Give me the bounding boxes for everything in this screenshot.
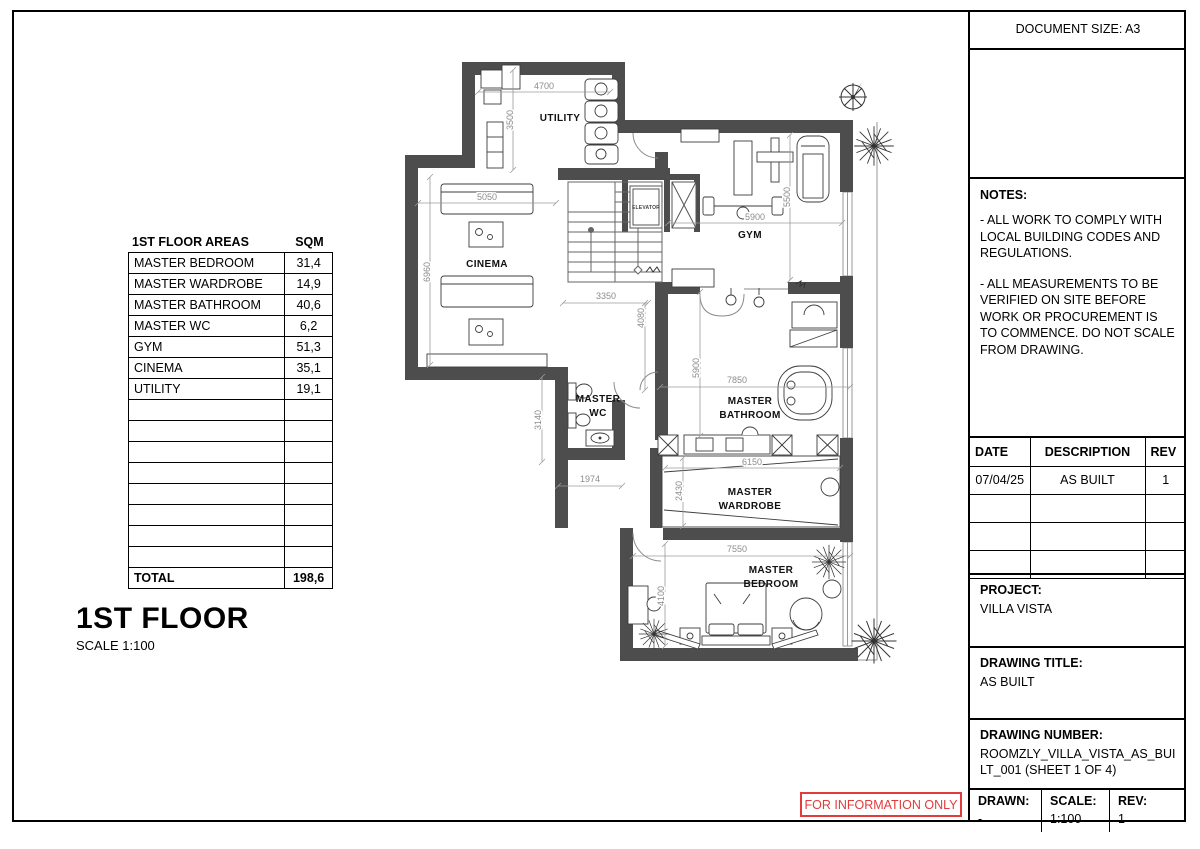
revision-header-rev: REV	[1145, 438, 1186, 466]
footer-row	[970, 790, 1186, 832]
floor-plan	[390, 50, 905, 675]
project-label: PROJECT:	[980, 583, 1042, 597]
table-row: MASTER WARDROBE 14,9	[129, 274, 332, 295]
revision-row-empty	[970, 550, 1186, 578]
svg-text:BATHROOM: BATHROOM	[719, 410, 781, 421]
table-row: GYM 51,3	[129, 337, 332, 358]
for-information-only-stamp: FOR INFORMATION ONLY	[800, 792, 962, 817]
table-row-total: TOTAL 198,6	[129, 568, 332, 588]
revision-row: 07/04/25 AS BUILT 1	[970, 466, 1186, 494]
table-row-empty	[129, 505, 332, 526]
document-size-text: DOCUMENT SIZE: A3	[1015, 22, 1141, 36]
room-label-cinema: CINEMA	[466, 259, 508, 270]
areas-table-header	[128, 231, 333, 252]
drawn-cell	[970, 790, 1042, 832]
empty-cell	[970, 50, 1186, 179]
revision-table-cell	[970, 438, 1186, 575]
svg-text:WC: WC	[589, 408, 607, 419]
svg-text:6150: 6150	[741, 457, 763, 467]
table-row-empty	[129, 526, 332, 547]
room-label-master-bedroom: MASTER	[748, 565, 794, 576]
room-label-utility: UTILITY	[539, 113, 581, 124]
svg-text:5900: 5900	[744, 212, 766, 222]
drawing-title-label: DRAWING TITLE:	[980, 656, 1083, 670]
cinema-furniture	[427, 184, 547, 367]
windows	[843, 192, 852, 646]
notes-heading: NOTES:	[980, 188, 1028, 202]
revision-row-empty	[970, 494, 1186, 522]
scale-cell	[1042, 790, 1110, 832]
svg-text:3350: 3350	[595, 291, 617, 301]
table-row-empty	[129, 421, 332, 442]
table-row: MASTER BATHROOM 40,6	[129, 295, 332, 316]
drawn-value: -	[978, 812, 983, 826]
svg-text:4080: 4080	[636, 307, 646, 329]
title-block	[968, 10, 1186, 826]
areas-title: 1ST FLOOR AREAS	[132, 234, 249, 249]
project-value: VILLA VISTA	[980, 602, 1053, 616]
revision-header-row	[970, 438, 1186, 466]
revision-row-empty	[970, 522, 1186, 550]
svg-text:2430: 2430	[674, 480, 684, 502]
elevator-label: ELEVATOR	[632, 205, 660, 211]
table-row-empty	[129, 400, 332, 421]
svg-text:6960: 6960	[422, 261, 432, 283]
svg-text:1974: 1974	[579, 474, 601, 484]
floor-title-block	[76, 602, 249, 653]
revision-header-description: DESCRIPTION	[1030, 438, 1145, 466]
project-cell	[970, 575, 1186, 648]
svg-text:3500: 3500	[505, 109, 515, 131]
rev-cell	[1110, 790, 1186, 832]
note-item: - ALL MEASUREMENTS TO BE VERIFIED ON SITE BEFORE WORK OR PROCUREMENT IS TO COMMENCE. DO NOT SCALE FROM DRAWING.	[980, 276, 1175, 357]
compass-icon	[839, 82, 867, 111]
table-row: UTILITY 19,1	[129, 379, 332, 400]
revision-table	[970, 438, 1186, 579]
svg-text:3140: 3140	[533, 409, 543, 431]
revision-header-date: DATE	[970, 438, 1030, 466]
drawing-number-cell	[970, 720, 1186, 790]
drawing-number-value: ROOMZLY_VILLA_VISTA_AS_BUILT_001 (SHEET 1 OF 4)	[980, 747, 1176, 778]
svg-text:4700: 4700	[533, 81, 555, 91]
rev-label: REV:	[1118, 794, 1148, 808]
table-row: MASTER WC 6,2	[129, 316, 332, 337]
svg-text:BEDROOM: BEDROOM	[743, 579, 799, 590]
note-item: - ALL WORK TO COMPLY WITH LOCAL BUILDING CODES AND REGULATIONS.	[980, 213, 1162, 260]
room-label-master-bathroom: MASTER	[727, 396, 773, 407]
svg-text:7850: 7850	[726, 375, 748, 385]
table-row-empty	[129, 463, 332, 484]
svg-text:5050: 5050	[476, 192, 498, 202]
svg-text:5500: 5500	[782, 186, 792, 208]
page-scale: SCALE 1:100	[76, 638, 155, 653]
table-row-empty	[129, 547, 332, 568]
document-size-cell	[970, 10, 1186, 50]
areas-table-body	[128, 252, 333, 589]
drawing-title-cell	[970, 648, 1186, 720]
svg-text:4100: 4100	[656, 585, 666, 607]
scale-value: 1:100	[1050, 812, 1082, 826]
areas-unit-header: SQM	[295, 234, 324, 249]
drawn-label: DRAWN:	[978, 794, 1030, 808]
svg-text:WARDROBE: WARDROBE	[718, 501, 782, 512]
table-row: CINEMA 35,1	[129, 358, 332, 379]
svg-text:7550: 7550	[726, 544, 748, 554]
bathroom-fixtures	[684, 288, 837, 454]
drawing-title-value: AS BUILT	[980, 675, 1035, 689]
page-title: 1ST FLOOR	[76, 602, 249, 635]
drawing-number-label: DRAWING NUMBER:	[980, 728, 1103, 742]
scale-label: SCALE:	[1050, 794, 1097, 808]
rev-value: 1	[1118, 812, 1125, 826]
areas-table	[128, 231, 333, 589]
table-row-empty	[129, 484, 332, 505]
room-label-gym: GYM	[738, 230, 762, 241]
room-label-master-wc: MASTER	[575, 394, 621, 405]
notes-cell	[970, 179, 1186, 438]
terrace-line	[858, 122, 877, 660]
room-label-master-wardrobe: MASTER	[727, 487, 773, 498]
svg-text:5900: 5900	[691, 357, 701, 379]
table-row: MASTER BEDROOM 31,4	[129, 253, 332, 274]
table-row-empty	[129, 442, 332, 463]
